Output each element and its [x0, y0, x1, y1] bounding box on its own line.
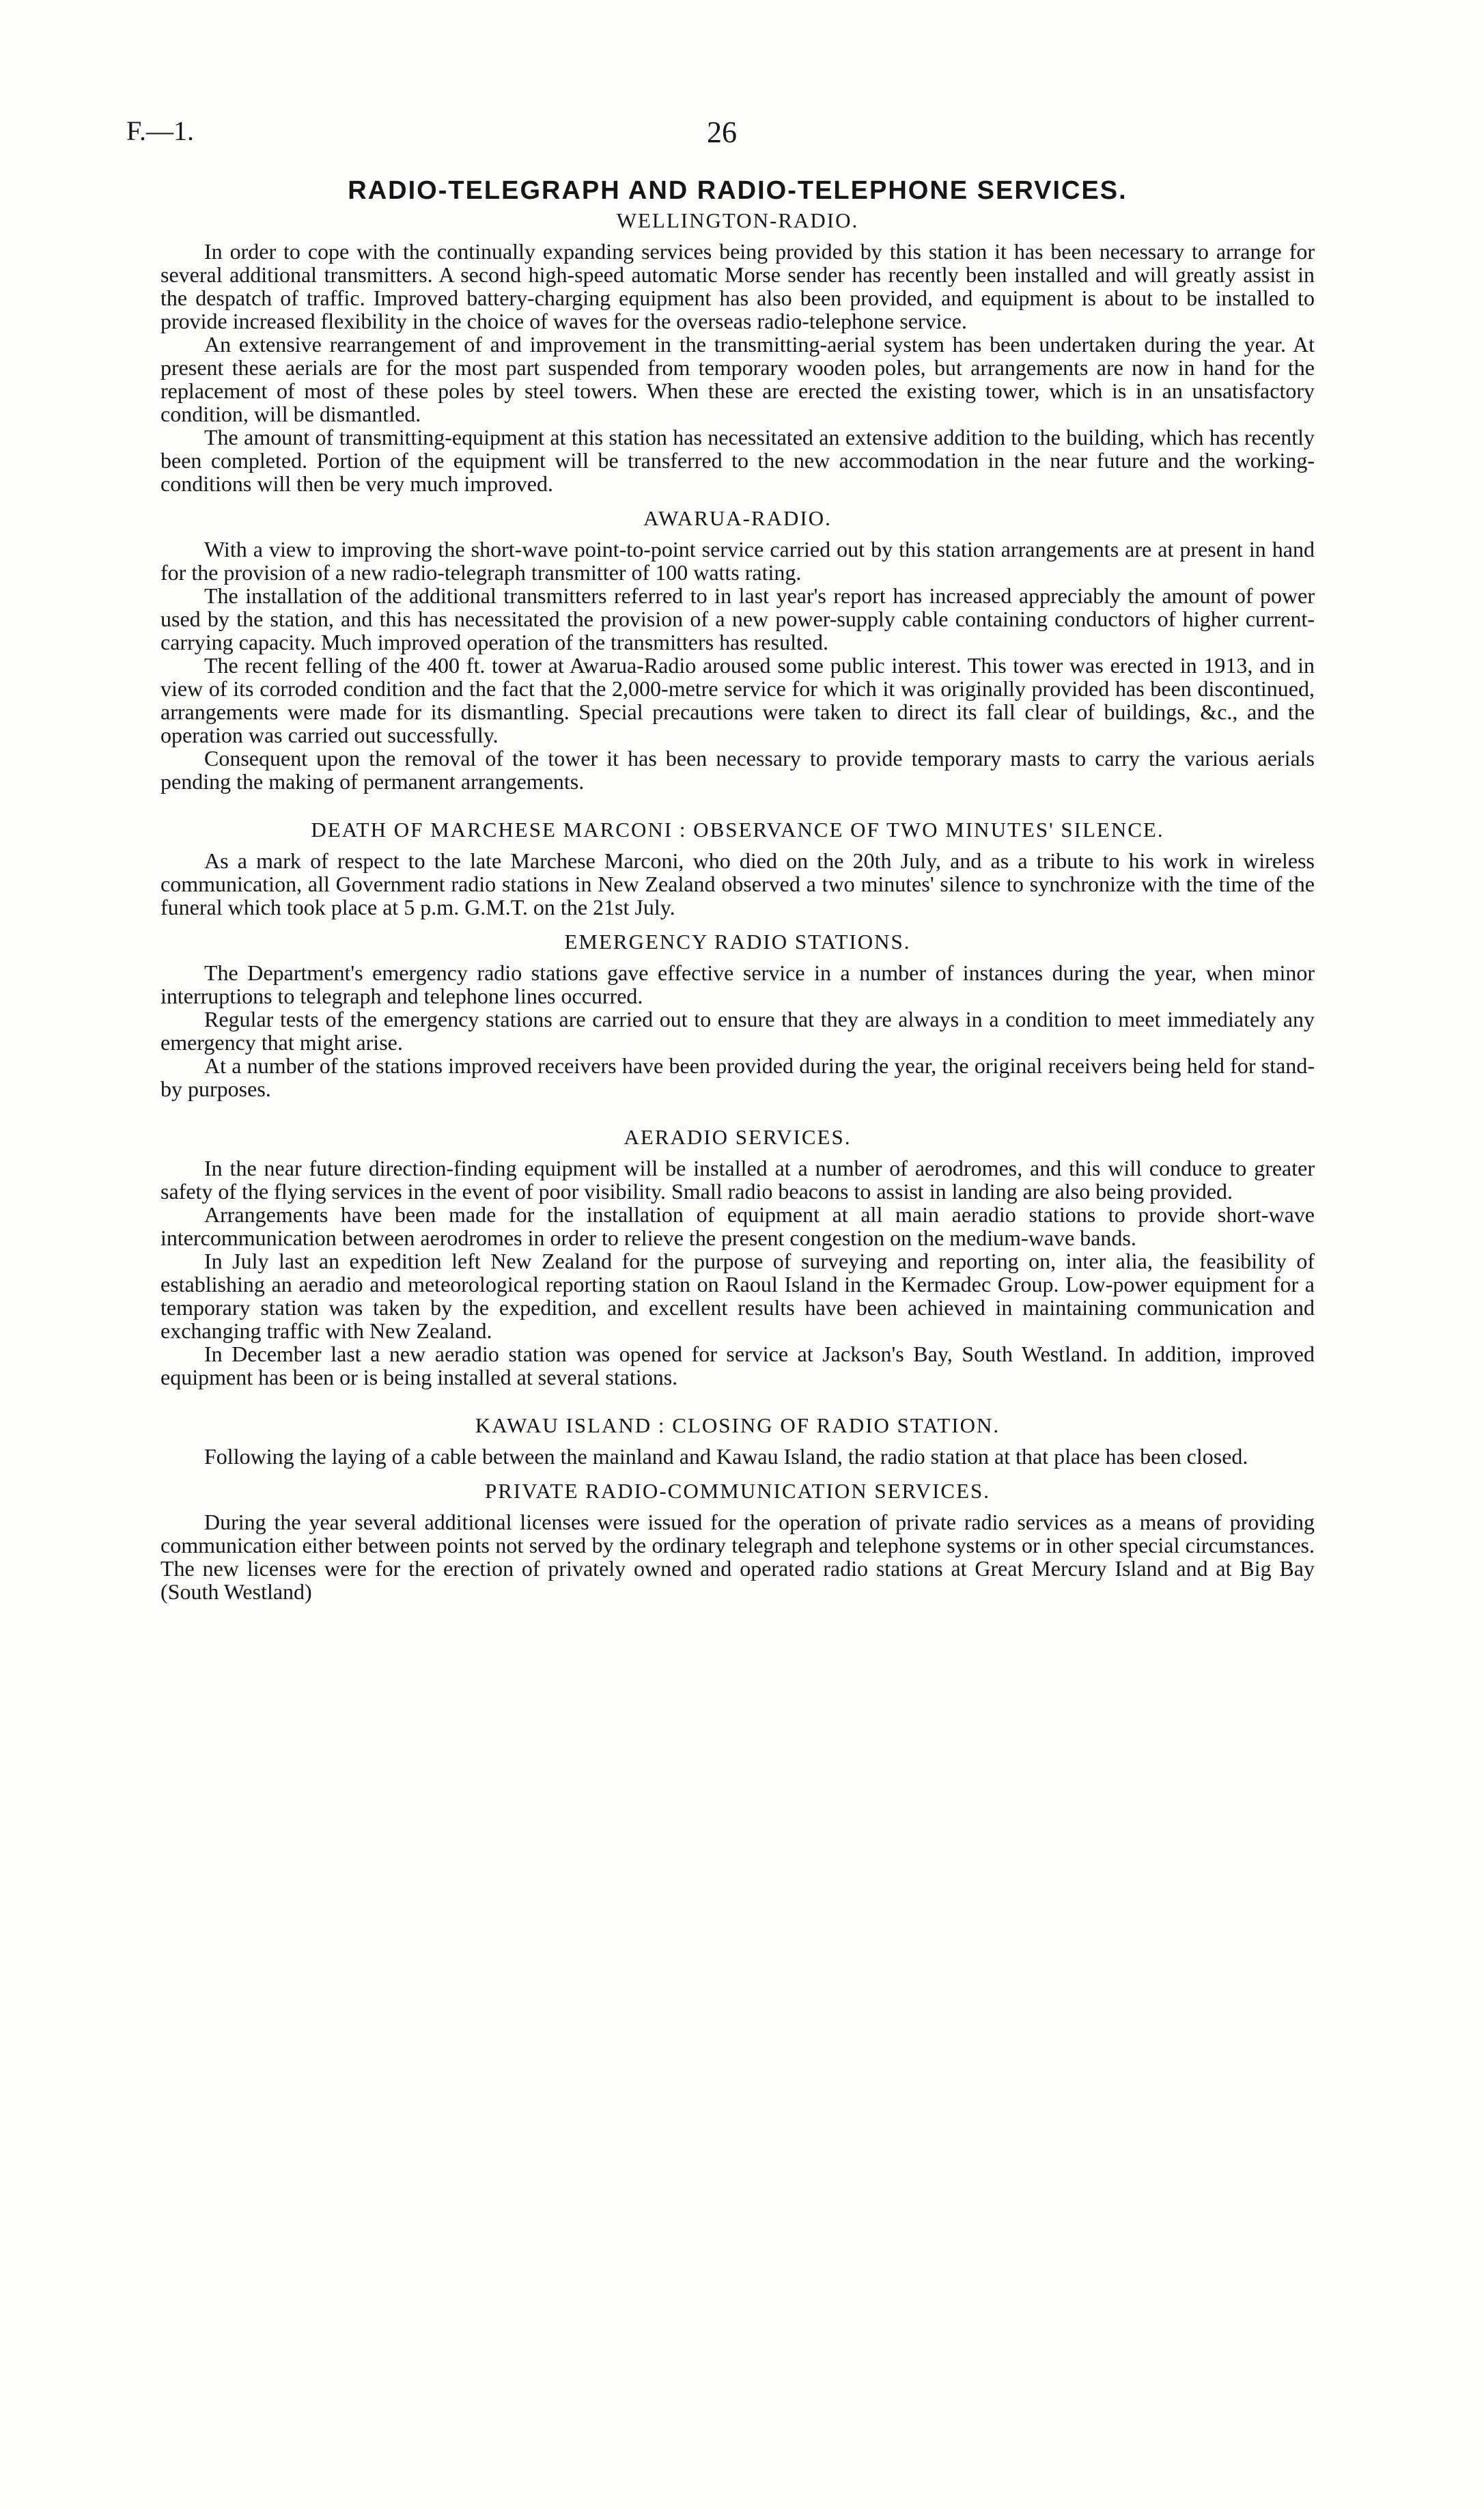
page-title: RADIO-TELEGRAPH AND RADIO-TELEPHONE SERVICES. — [348, 176, 1128, 205]
section-heading-aeradio: AERADIO SERVICES. — [624, 1125, 852, 1149]
page-header — [126, 115, 1356, 163]
paragraph: The Department's emergency radio stations gave effective service in a number of instances during the year, when minor interruptions to telegraph and telephone lines occurred. — [160, 960, 1315, 1008]
paragraph: Consequent upon the removal of the tower it has been necessary to provide temporary masts to carry the various aerials pending the making of permanent arrangements. — [160, 746, 1315, 794]
section-heading-awarua-radio: AWARUA-RADIO. — [643, 506, 832, 530]
paragraph: As a mark of respect to the late Marchese Marconi, who died on the 20th July, and as a tribute to his work in wireless communication, all Government radio stations in New Zealand observed a two minutes' silence to synchronize with the time of the funeral which took place at 5 p.m. G.M.T. on the 21st July. — [160, 848, 1315, 919]
paragraph: The amount of transmitting-equipment at this station has necessitated an extensive addition to the building, which has recently been completed. Portion of the equipment will be transferred to the new accommodation in the near future and the working-conditions will then be very much improved. — [160, 425, 1315, 496]
paragraph: An extensive rearrangement of and improvement in the transmitting-aerial system has been undertaken during the year. At present these aerials are for the most part suspended from temporary wooden poles, but arrangements are now in hand for the replacement of most of these poles by steel towers. When these are erected the existing tower, which is in an unsatisfactory condition, will be dismantled. — [160, 332, 1315, 426]
document-reference: F.—1. — [126, 115, 195, 146]
paragraph: The recent felling of the 400 ft. tower at Awarua-Radio aroused some public interest. This tower was erected in 1913, and in view of its corroded condition and the fact that the 2,000-metre service for which it was originally provided has been discontinued, arrangements were made for its dismantling. Special precautions were taken to direct its fall clear of buildings, &c., and the operation was carried out successfully. — [160, 653, 1315, 747]
section-heading-private-radio: PRIVATE RADIO-COMMUNICATION SERVICES. — [484, 1479, 991, 1503]
paragraph: In December last a new aeradio station was opened for service at Jackson's Bay, South Westland. In addition, improved equipment has been or is being installed at several stations. — [160, 1342, 1315, 1389]
paragraph: During the year several additional licenses were issued for the operation of private radio services as a means of providing communication either between points not served by the ordinary telegraph and telephone systems or in other special circumstances. The new licenses were for the erection of privately owned and operated radio stations at Great Mercury Island and at Big Bay (South Westland) — [160, 1510, 1315, 1604]
paragraph: At a number of the stations improved receivers have been provided during the year, the original receivers being held for stand-by purposes. — [160, 1053, 1315, 1101]
section-heading-emergency-radio: EMERGENCY RADIO STATIONS. — [564, 930, 911, 954]
paragraph: The installation of the additional transmitters referred to in last year's report has increased appreciably the amount of power used by the station, and this has necessitated the provision of a new power-supply cable containing conductors of higher current-carrying capacity. Much improved operation of the transmitters has resulted. — [160, 583, 1315, 654]
paragraph: In July last an expedition left New Zealand for the purpose of surveying and reporting on, inter alia, the feasibility of establishing an aeradio and meteorological reporting station on Raoul Island in the Kermadec Group. Low-power equipment for a temporary station was taken by the expedition, and excellent results have been achieved in maintaining communication and exchanging traffic with New Zealand. — [160, 1249, 1315, 1343]
paragraph: With a view to improving the short-wave point-to-point service carried out by this station arrangements are at present in hand for the provision of a new radio-telegraph transmitter of 100 watts rating. — [160, 537, 1315, 585]
section-heading-wellington-radio: WELLINGTON-RADIO. — [616, 208, 859, 232]
paragraph: Arrangements have been made for the installation of equipment at all main aeradio stations to provide short-wave intercommunication between aerodromes in order to relieve the present congestion on the medium-wave bands. — [160, 1202, 1315, 1250]
paragraph: In order to cope with the continually expanding services being provided by this station it has been necessary to arrange for several additional transmitters. A second high-speed automatic Morse sender has recently been installed and will greatly assist in the despatch of traffic. Improved battery-charging equipment has also been provided, and equipment is about to be installed to provide increased flexibility in the choice of waves for the overseas radio-telephone service. — [160, 239, 1315, 333]
paragraph: Regular tests of the emergency stations are carried out to ensure that they are always in a condition to meet immediately any emergency that might arise. — [160, 1007, 1315, 1055]
section-heading-kawau-island: KAWAU ISLAND : CLOSING OF RADIO STATION. — [475, 1413, 1000, 1437]
paragraph: Following the laying of a cable between the mainland and Kawau Island, the radio station at that place has been closed. — [204, 1444, 1248, 1469]
paragraph: In the near future direction-finding equipment will be installed at a number of aerodromes, and this will conduce to greater safety of the flying services in the event of poor visibility. Small radio beacons to assist in landing are also being provided. — [160, 1156, 1315, 1204]
section-heading-marconi: DEATH OF MARCHESE MARCONI : OBSERVANCE OF TWO MINUTES' SILENCE. — [311, 818, 1164, 842]
document-body — [160, 176, 1315, 1603]
page-number: 26 — [707, 115, 737, 149]
